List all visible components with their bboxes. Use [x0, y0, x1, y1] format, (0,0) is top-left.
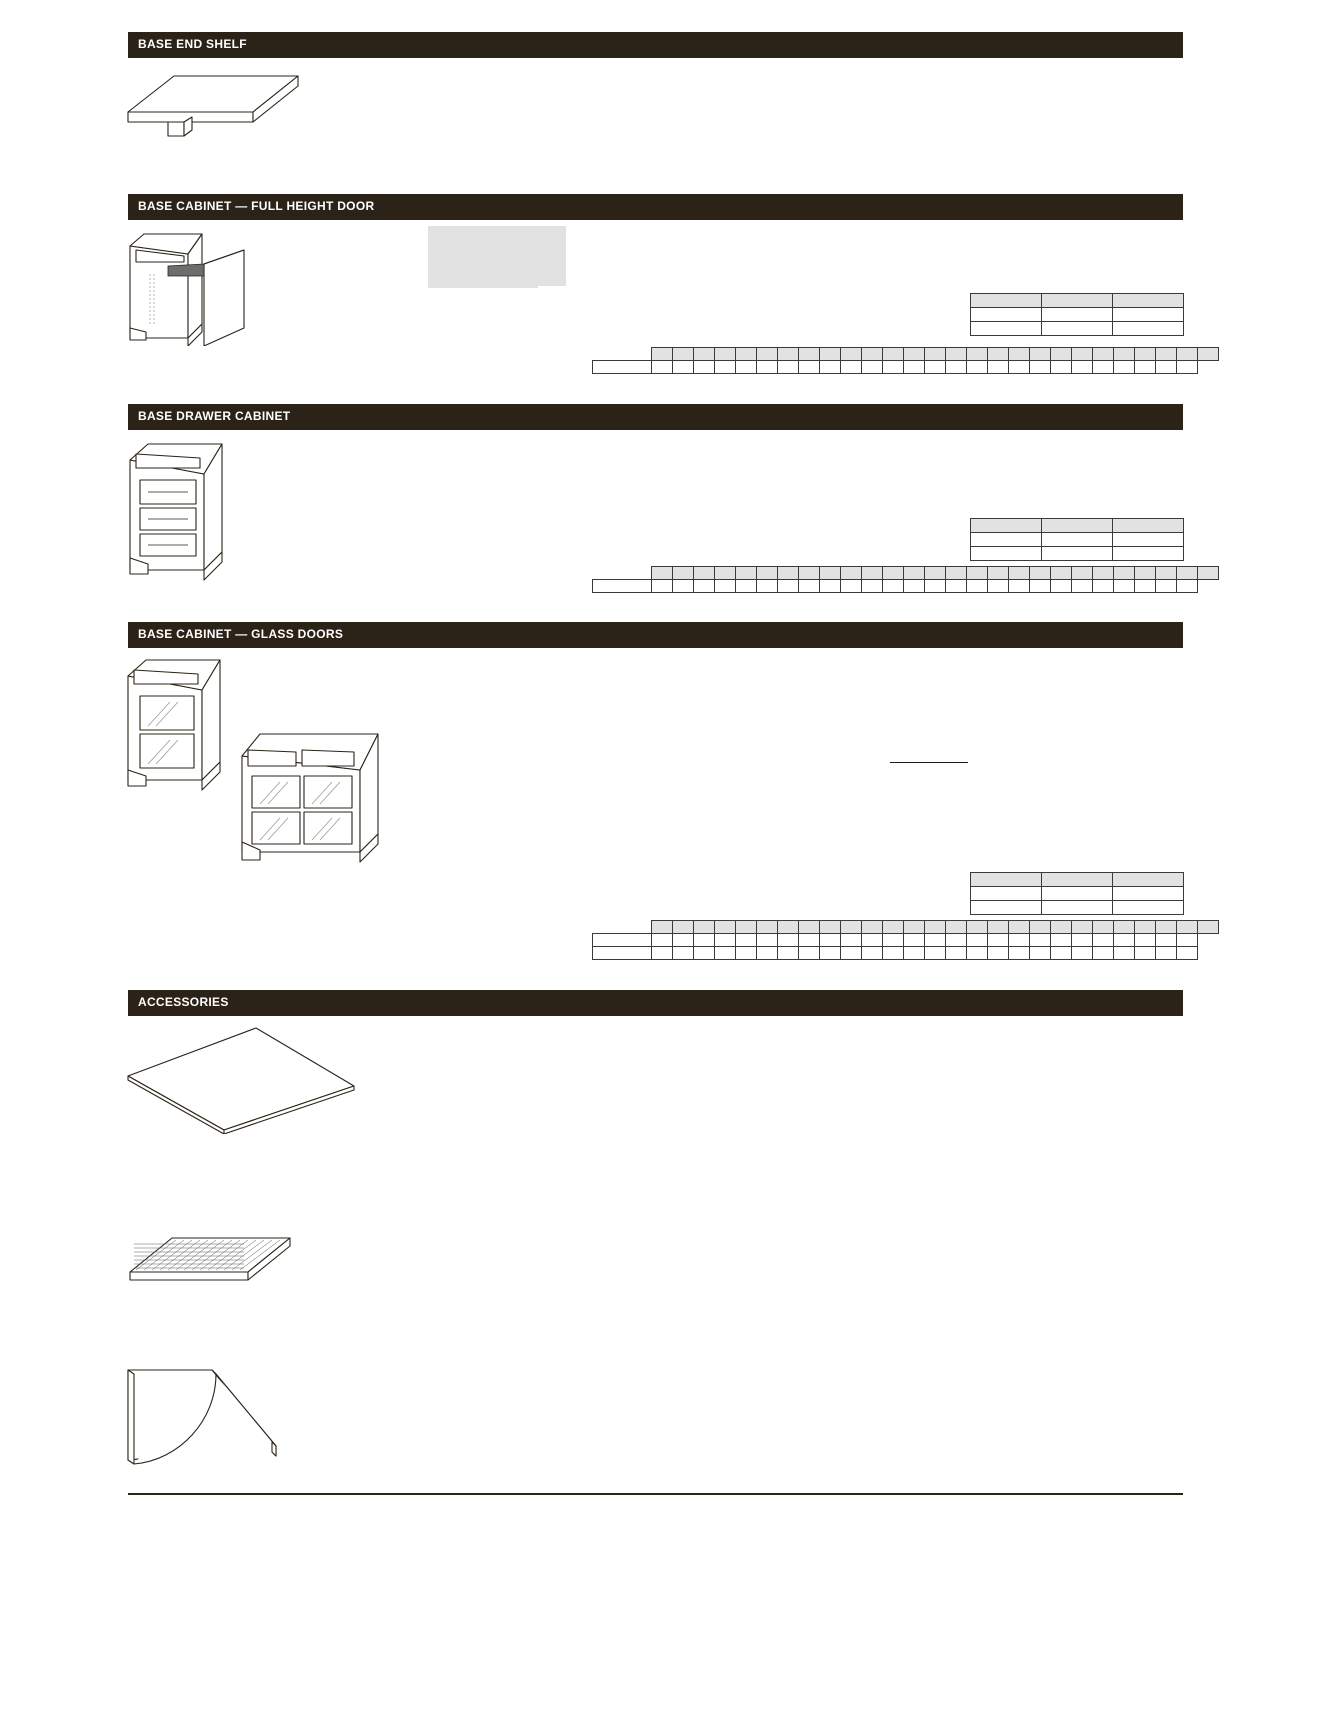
spec-cell	[1042, 547, 1113, 561]
spec-header-cell	[1113, 873, 1184, 887]
section-title: BASE CABINET — GLASS DOORS	[138, 627, 344, 641]
base-cabinet-glass-door-single-drawing	[124, 654, 234, 794]
base-end-shelf-drawing	[126, 70, 306, 145]
note-block-extension	[428, 255, 538, 288]
price-row-label	[593, 921, 652, 934]
spec-cell	[971, 901, 1042, 915]
price-row-label	[593, 348, 652, 361]
spec-header-cell	[1042, 519, 1113, 533]
spec-cell	[1113, 322, 1184, 336]
spec-table-3	[970, 872, 1184, 915]
base-drawer-cabinet-drawing	[126, 436, 236, 584]
section-header-base-drawer-cabinet	[128, 404, 1183, 430]
spec-table-2	[970, 518, 1184, 561]
spec-header-cell	[1042, 873, 1113, 887]
spec-header-cell	[971, 294, 1042, 308]
section-title: BASE END SHELF	[138, 37, 247, 51]
spec-header-cell	[1113, 294, 1184, 308]
spec-header-cell	[1042, 294, 1113, 308]
spec-cell	[1113, 887, 1184, 901]
spec-cell	[971, 887, 1042, 901]
section-header-base-end-shelf	[128, 32, 1183, 58]
spec-cell	[971, 308, 1042, 322]
section-title: BASE CABINET — FULL HEIGHT DOOR	[138, 199, 375, 213]
inline-underline	[890, 748, 968, 763]
price-row-label	[593, 567, 652, 580]
spec-cell	[1042, 533, 1113, 547]
spec-cell	[1042, 887, 1113, 901]
spec-header-cell	[1113, 519, 1184, 533]
footer-divider	[128, 1493, 1183, 1495]
section-header-accessories	[128, 990, 1183, 1016]
spec-header-cell	[971, 873, 1042, 887]
spec-cell	[1042, 901, 1113, 915]
base-cabinet-glass-door-double-drawing	[238, 726, 388, 866]
spec-cell	[1042, 322, 1113, 336]
section-title: BASE DRAWER CABINET	[138, 409, 291, 423]
spec-cell	[971, 547, 1042, 561]
price-grid-3	[592, 920, 1219, 960]
base-cabinet-full-height-door-drawing	[126, 228, 252, 346]
section-header-full-height-door	[128, 194, 1183, 220]
spec-cell	[1113, 308, 1184, 322]
accessory-mesh-panel-drawing	[126, 1232, 296, 1302]
spec-table-1	[970, 293, 1184, 336]
section-title: ACCESSORIES	[138, 995, 229, 1009]
price-grid-2	[592, 566, 1219, 593]
spec-cell	[971, 322, 1042, 336]
spec-cell	[1113, 547, 1184, 561]
accessory-curved-corner-shelf-drawing	[124, 1364, 284, 1474]
price-grid-1	[592, 347, 1219, 374]
spec-header-cell	[971, 519, 1042, 533]
spec-cell	[1113, 533, 1184, 547]
section-header-glass-doors	[128, 622, 1183, 648]
accessory-flat-panel-drawing	[124, 1024, 364, 1134]
spec-cell	[971, 533, 1042, 547]
spec-cell	[1113, 901, 1184, 915]
spec-cell	[1042, 308, 1113, 322]
